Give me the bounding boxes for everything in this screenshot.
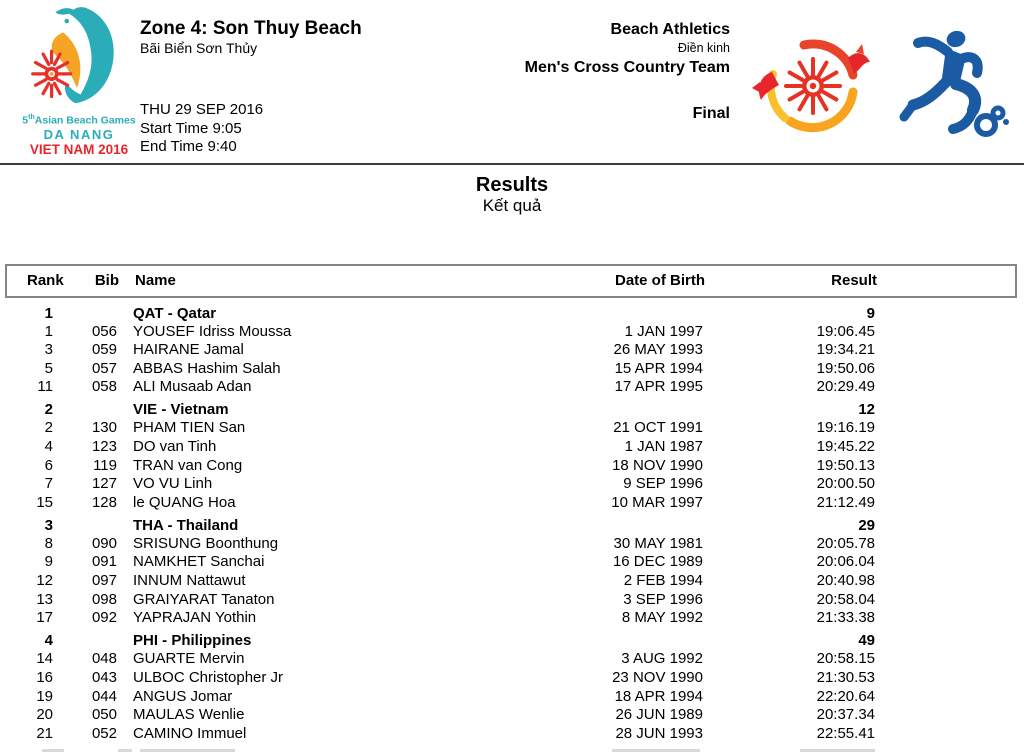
team-header-row — [0, 300, 1024, 323]
rank-cell: 19 — [36, 687, 53, 705]
bib-cell: 091 — [91, 553, 117, 571]
rank-cell: 21 — [36, 724, 53, 742]
name-cell: ABBAS Hashim Salah — [133, 359, 281, 377]
result-cell: 21:30.53 — [816, 668, 875, 686]
result-row — [0, 360, 1024, 379]
games-logo-country: VIET NAM 2016 — [29, 141, 129, 157]
dob-cell: 9 SEP 1996 — [623, 475, 703, 493]
name-cell: HAIRANE Jamal — [133, 341, 244, 359]
team-name-cell: PHI - Philippines — [133, 632, 252, 650]
clipped-row-fragment — [612, 749, 700, 752]
bib-cell: 119 — [93, 456, 117, 474]
rank-cell: 15 — [36, 493, 53, 511]
team-points-cell: 9 — [866, 304, 875, 322]
result-cell: 19:34.21 — [816, 341, 875, 359]
bib-cell: 130 — [91, 419, 117, 437]
end-time: End Time 9:40 — [140, 138, 237, 155]
result-row — [0, 535, 1024, 554]
name-cell: MAULAS Wenlie — [133, 706, 245, 724]
result-cell: 19:45.22 — [816, 437, 875, 455]
column-header-result: Result — [831, 272, 877, 289]
result-cell: 19:50.13 — [816, 456, 875, 474]
dob-cell: 15 APR 1994 — [614, 359, 703, 377]
result-cell: 21:33.38 — [816, 609, 875, 627]
team-rank-cell: 2 — [44, 401, 53, 419]
column-header-bib: Bib — [94, 272, 119, 289]
spacer-cell — [117, 650, 133, 669]
rank-cell: 4 — [44, 437, 53, 455]
event-date: THU 29 SEP 2016 — [140, 101, 264, 118]
rank-cell: 6 — [44, 456, 53, 474]
spacer-cell — [117, 725, 133, 744]
clipped-row-fragment — [42, 749, 64, 752]
team-header-row — [0, 512, 1024, 535]
result-row — [0, 457, 1024, 476]
start-time: Start Time 9:05 — [140, 119, 242, 137]
spacer-cell — [117, 688, 133, 707]
spacer-cell — [117, 378, 133, 397]
column-header-rank: Rank — [27, 272, 64, 289]
clipped-row-fragment — [140, 749, 235, 752]
bib-cell: 058 — [91, 378, 117, 396]
bib-cell: 090 — [91, 534, 117, 552]
result-row — [0, 591, 1024, 610]
result-row — [0, 650, 1024, 669]
dob-cell: 18 NOV 1990 — [612, 456, 703, 474]
column-header-name: Name — [135, 272, 176, 289]
spacer-cell — [117, 475, 133, 494]
result-row — [0, 475, 1024, 494]
name-cell: GRAIYARAT Tanaton — [133, 590, 275, 608]
spacer-cell — [117, 494, 133, 513]
rank-cell: 7 — [44, 475, 53, 493]
bib-cell: 127 — [91, 475, 117, 493]
result-row — [0, 341, 1024, 360]
beach-games-wave-icon — [24, 4, 134, 106]
rank-cell: 17 — [36, 609, 53, 627]
result-row — [0, 609, 1024, 628]
result-cell: 20:00.50 — [816, 475, 875, 493]
venue-title: Zone 4: Son Thuy Beach — [140, 18, 362, 39]
bib-cell: 059 — [91, 341, 117, 359]
results-table-body — [0, 300, 1024, 743]
dob-cell: 28 JUN 1993 — [615, 724, 703, 742]
dob-cell: 8 MAY 1992 — [621, 609, 703, 627]
team-rank-cell: 1 — [44, 304, 53, 322]
result-row — [0, 688, 1024, 707]
athletics-runner-pictogram-icon — [898, 26, 1010, 144]
name-cell: ANGUS Jomar — [133, 687, 233, 705]
event-block — [525, 20, 730, 123]
spacer-cell — [117, 669, 133, 688]
rank-cell: 14 — [36, 650, 53, 668]
name-cell: YOUSEF Idriss Moussa — [133, 322, 292, 340]
spacer-cell — [117, 341, 133, 360]
spacer-cell — [117, 323, 133, 342]
bib-cell: 097 — [91, 572, 117, 590]
bib-cell: 044 — [91, 687, 117, 705]
sport-name: Beach Athletics — [610, 21, 730, 38]
name-cell: ULBOC Christopher Jr — [133, 668, 284, 686]
team-name-cell: THA - Thailand — [133, 516, 239, 534]
name-cell: TRAN van Cong — [133, 456, 243, 474]
bib-cell: 052 — [91, 724, 117, 742]
result-cell: 22:55.41 — [816, 724, 875, 742]
dob-cell: 26 JUN 1989 — [615, 706, 703, 724]
spacer-cell — [117, 591, 133, 610]
result-row — [0, 553, 1024, 572]
bib-cell: 050 — [91, 706, 117, 724]
result-row — [0, 706, 1024, 725]
rank-cell: 12 — [36, 572, 53, 590]
rank-cell: 9 — [44, 553, 53, 571]
column-header-dob: Date of Birth — [615, 272, 705, 289]
rank-cell: 1 — [44, 322, 53, 340]
dob-cell: 23 NOV 1990 — [612, 668, 703, 686]
result-cell: 20:40.98 — [816, 572, 875, 590]
dob-cell: 10 MAR 1997 — [611, 493, 703, 511]
result-cell: 20:58.04 — [816, 590, 875, 608]
clipped-row-fragment — [118, 749, 132, 752]
dob-cell: 1 JAN 1997 — [624, 322, 703, 340]
bib-cell: 057 — [91, 359, 117, 377]
result-row — [0, 419, 1024, 438]
spacer-cell — [117, 572, 133, 591]
rank-cell: 2 — [44, 419, 53, 437]
rank-cell: 11 — [37, 378, 53, 396]
dob-cell: 1 JAN 1987 — [624, 437, 703, 455]
team-points-cell: 29 — [858, 516, 875, 534]
result-cell: 21:12.49 — [816, 493, 875, 511]
spacer-cell — [117, 438, 133, 457]
result-cell: 20:37.34 — [816, 706, 875, 724]
schedule-block — [140, 101, 362, 157]
clipped-row-fragment — [800, 749, 875, 752]
name-cell: INNUM Nattawut — [133, 572, 246, 590]
name-cell: DO van Tinh — [133, 437, 217, 455]
venue-block — [140, 18, 362, 157]
name-cell: GUARTE Mervin — [133, 650, 245, 668]
team-name-cell: QAT - Qatar — [133, 304, 217, 322]
result-row — [0, 669, 1024, 688]
dob-cell: 3 AUG 1992 — [621, 650, 703, 668]
result-row — [0, 438, 1024, 457]
rank-cell: 20 — [36, 706, 53, 724]
name-cell: le QUANG Hoa — [133, 493, 236, 511]
name-cell: VO VU Linh — [133, 475, 213, 493]
result-row — [0, 378, 1024, 397]
dob-cell: 30 MAY 1981 — [613, 534, 703, 552]
event-phase: Final — [692, 105, 730, 122]
rank-cell: 5 — [44, 359, 53, 377]
bib-cell: 098 — [91, 590, 117, 608]
name-cell: YAPRAJAN Yothin — [133, 609, 257, 627]
dob-cell: 26 MAY 1993 — [613, 341, 703, 359]
name-cell: PHAM TIEN San — [133, 419, 246, 437]
team-header-row — [0, 628, 1024, 651]
bib-cell: 123 — [91, 437, 117, 455]
page-title-local: Kết quả — [482, 196, 542, 215]
dob-cell: 21 OCT 1991 — [613, 419, 703, 437]
spacer-cell — [117, 535, 133, 554]
name-cell: CAMINO Immuel — [133, 724, 247, 742]
result-row — [0, 725, 1024, 744]
spacer-cell — [117, 457, 133, 476]
team-rank-cell: 3 — [44, 516, 53, 534]
rank-cell: 13 — [36, 590, 53, 608]
team-rank-cell: 4 — [44, 632, 53, 650]
rank-cell: 3 — [44, 341, 53, 359]
name-cell: SRISUNG Boonthung — [133, 534, 279, 552]
table-header — [5, 264, 1017, 298]
rank-cell: 8 — [44, 534, 53, 552]
bib-cell: 056 — [91, 322, 117, 340]
dob-cell: 3 SEP 1996 — [623, 590, 703, 608]
team-header-row — [0, 397, 1024, 420]
header-divider — [0, 163, 1024, 165]
result-row — [0, 323, 1024, 342]
result-cell: 19:06.45 — [816, 322, 875, 340]
name-cell: ALI Musaab Adan — [133, 378, 252, 396]
asian-beach-games-logo — [18, 4, 140, 157]
result-cell: 20:58.15 — [816, 650, 875, 668]
spacer-cell — [117, 553, 133, 572]
bib-cell: 092 — [91, 609, 117, 627]
spacer-cell — [117, 706, 133, 725]
results-title-block — [0, 174, 1024, 216]
dob-cell: 16 DEC 1989 — [612, 553, 703, 571]
team-points-cell: 49 — [858, 632, 875, 650]
games-logo-city: DA NANG — [43, 126, 115, 142]
bib-cell: 043 — [91, 668, 117, 686]
page-title: Results — [475, 174, 549, 196]
result-cell: 20:29.49 — [816, 378, 875, 396]
venue-subtitle: Bãi Biển Sơn Thủy — [140, 40, 258, 56]
dob-cell: 2 FEB 1994 — [623, 572, 703, 590]
result-cell: 22:20.64 — [816, 687, 875, 705]
sport-name-local: Điền kinh — [677, 41, 730, 55]
dob-cell: 17 APR 1995 — [614, 378, 703, 396]
result-row — [0, 494, 1024, 513]
result-cell: 19:16.19 — [816, 419, 875, 437]
result-cell: 20:05.78 — [816, 534, 875, 552]
beach-games-emblem-icon — [752, 22, 874, 146]
result-row — [0, 572, 1024, 591]
bib-cell: 128 — [91, 493, 117, 511]
event-name: Men's Cross Country Team — [524, 59, 730, 76]
rank-cell: 16 — [36, 668, 53, 686]
team-points-cell: 12 — [858, 401, 875, 419]
team-name-cell: VIE - Vietnam — [133, 401, 229, 419]
games-logo-line1: 5thAsian Beach Games — [22, 114, 136, 127]
name-cell: NAMKHET Sanchai — [133, 553, 265, 571]
spacer-cell — [117, 360, 133, 379]
bib-cell: 048 — [91, 650, 117, 668]
dob-cell: 18 APR 1994 — [614, 687, 703, 705]
result-cell: 19:50.06 — [816, 359, 875, 377]
spacer-cell — [117, 419, 133, 438]
spacer-cell — [117, 609, 133, 628]
result-cell: 20:06.04 — [816, 553, 875, 571]
